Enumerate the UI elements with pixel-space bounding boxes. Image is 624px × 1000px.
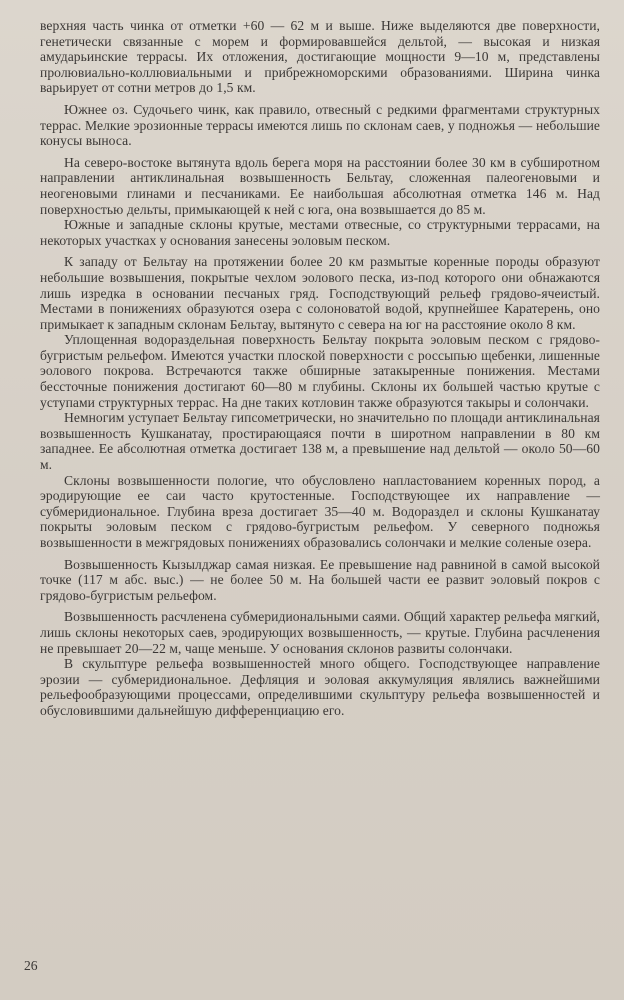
paragraph: Немногим уступает Бельтау гипсометрически, но значительно по площади антиклинальная возвышенность Кушканатау, простирающаяся почти в широтном направлении в 80 км западнее. Ее абсолютная отметка достигает 138 м, а превышение над дельтой — около 50—60 м.: [40, 410, 600, 473]
paragraph: Южные и западные склоны крутые, местами отвесные, со структурными террасами, на некоторых участках у основания занесены эоловым песком.: [40, 217, 600, 248]
paragraph: В скульптуре рельефа возвышенностей много общего. Господствующее направление эрозии — субмеридиональное. Дефляция и эоловая аккумуляция являлись важнейшими рельефообразующими процессами, определившими скульптуру рельефа возвышенностей и обусловившими дальнейшую дифференциацию его.: [40, 656, 600, 718]
paragraph: Южнее оз. Судочьего чинк, как правило, отвесный с редкими фрагментами структурных террас. Мелкие эрозионные террасы имеются лишь по склонам саев, у подножья — небольшие конусы выноса.: [40, 101, 600, 149]
paragraph: На северо-востоке вытянута вдоль берега моря на расстоянии более 30 км в субширотном направлении антиклинальная возвышенность Бельтау, сложенная палеогеновыми и неогеновыми глинами и песчаниками. Ее наибольшая абсолютная отметка 146 м. Над поверхностью дельты, примыкающей к ней с юга, она возвышается до 85 м.: [40, 154, 600, 217]
paragraph: Уплощенная водораздельная поверхность Бельтау покрыта эоловым песком с грядово-бугристым рельефом. Имеются участки плоской поверхности с россыпью щебенки, лишенные эолового покрова. Встречаются также обширные затакыренные понижения. Местами бессточные понижения достигают 60—80 м глубины. Склоны их большей частью крутые с уступами структурных террас. На дне таких котловин также образуются такыры и солончаки.: [40, 332, 600, 410]
paragraph: Возвышенность расчленена субмеридиональными саями. Общий характер рельефа мягкий, лишь склоны некоторых саев, эродирующих возвышенность, — крутые. Глубина расчленения не превышает 20—22 м, чаще меньше. У основания склонов развиты солончаки.: [40, 609, 600, 656]
paragraph: К западу от Бельтау на протяжении более 20 км размытые коренные породы образуют небольшие возвышения, покрытые чехлом эолового песка, из-под которого они обнажаются лишь изредка в основании песчаных гряд. Господствующий рельеф грядово-ячеистый. Местами в понижениях образуются озера с солоноватой водой, крупнейшее Каратерень, оно примыкает к западным склонам Бельтау, вытянуто с севера на юг на расстояние около 8 км.: [40, 254, 600, 332]
text-body: [40, 18, 600, 719]
page-number: 26: [24, 958, 38, 973]
paragraph: Возвышенность Кызылджар самая низкая. Ее превышение над равниной в самой высокой точке (117 м абс. выс.) — не более 50 м. На большей части ее развит эоловый покров с грядово-бугристым рельефом.: [40, 556, 600, 603]
paragraph: верхняя часть чинка от отметки +60 — 62 м и выше. Ниже выделяются две поверхности, генетически связанные с морем и формировавшейся дельтой, — высокая и низкая амударьинские террасы. Их отложения, достигающие мощности 9—10 м, представлены пролювиально-коллювиальными и прибрежноморскими образованиями. Ширина чинка варьирует от сотни метров до 1,5 км.: [40, 18, 600, 96]
paragraph: Склоны возвышенности пологие, что обусловлено напластованием коренных пород, а эродирующие ее саи часто крутостенные. Господствующее их направление — субмеридиональное. Глубина вреза достигает 35—40 м. Водораздел и склоны Кушканатау покрыты эоловым песком с грядово-бугристым рельефом. У северного подножья возвышенности в межгрядовых понижениях образовались солончаки и мелкие соленые озера.: [40, 472, 600, 550]
